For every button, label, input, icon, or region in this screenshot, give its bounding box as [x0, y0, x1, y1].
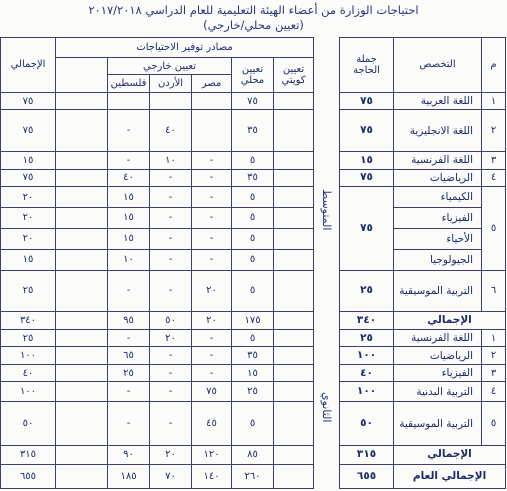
row-kuwaiti — [274, 152, 314, 170]
row-number: ٢ — [482, 347, 506, 365]
secondary-total-row — [1, 446, 506, 465]
blank-header — [56, 57, 108, 92]
row-kuwaiti — [274, 92, 314, 110]
row-egypt: - — [192, 152, 232, 170]
row-jordan: - — [150, 402, 192, 446]
row-egypt: - — [192, 228, 232, 249]
row-specialty: الرياضيات — [394, 169, 482, 187]
row-palestine: - — [108, 329, 150, 347]
row-local: ٥ — [232, 187, 274, 208]
row-local: ٣٥ — [232, 110, 274, 152]
row-jordan: - — [150, 187, 192, 208]
row-number: ١ — [482, 92, 506, 110]
grand-total-local: ٢٦٠ — [232, 464, 274, 488]
middle-total-label: الإجمالي — [394, 312, 506, 330]
row-palestine: ٤٠ — [108, 169, 150, 187]
row-kuwaiti — [274, 187, 314, 208]
row-local: ٢٥ — [232, 382, 274, 402]
row-jordan — [150, 92, 192, 110]
row-total: ١٠٠ — [1, 347, 56, 365]
secondary-total-label: الإجمالي — [394, 446, 506, 465]
row-palestine: - — [108, 270, 150, 312]
row-total: ٧٥ — [1, 110, 56, 152]
row-kuwaiti — [274, 169, 314, 187]
row-egypt: - — [192, 169, 232, 187]
row-local: ٧٥ — [232, 92, 274, 110]
table-row — [1, 208, 506, 229]
row-blank — [56, 110, 108, 152]
middle-total-egypt: ٢٠ — [192, 312, 232, 330]
row-blank — [56, 208, 108, 229]
row-total: ١٥ — [1, 249, 56, 270]
secondary-total-kuwaiti — [274, 446, 314, 465]
row-specialty: الفيزياء — [394, 364, 482, 382]
table-row — [1, 169, 506, 187]
row-blank — [56, 249, 108, 270]
secondary-total-total: ٣١٥ — [1, 446, 56, 465]
secondary-total-blank — [56, 446, 108, 465]
row-total: ٢٥ — [1, 270, 56, 312]
middle-total-jordan: ٥٠ — [150, 312, 192, 330]
row-number: ١ — [482, 329, 506, 347]
row-total: ٢٠ — [1, 187, 56, 208]
row-egypt: - — [192, 249, 232, 270]
row-jordan: - — [150, 249, 192, 270]
row-kuwaiti — [274, 270, 314, 312]
row-kuwaiti — [274, 364, 314, 382]
row-kuwaiti — [274, 228, 314, 249]
row-jordan: - — [150, 228, 192, 249]
secondary-total-local: ٨٥ — [232, 446, 274, 465]
row-jordan: - — [150, 347, 192, 365]
row-blank — [56, 187, 108, 208]
row-need: ١٥ — [340, 152, 394, 170]
row-number: ٣ — [482, 364, 506, 382]
row-palestine: ٢٥ — [108, 364, 150, 382]
row-number: ٢ — [482, 110, 506, 152]
row-need: ٧٥ — [340, 187, 394, 270]
row-need: ٥٠ — [340, 402, 394, 446]
row-jordan: ٢٠ — [150, 329, 192, 347]
row-blank — [56, 270, 108, 312]
row-need: ١٠٠ — [340, 382, 394, 402]
grand-total-kuwaiti — [274, 464, 314, 488]
row-number: ٥ — [482, 187, 506, 270]
table-row — [1, 228, 506, 249]
row-need: ٧٥ — [340, 110, 394, 152]
col-m-header: م — [482, 38, 506, 93]
row-number: ٤ — [482, 382, 506, 402]
row-specialty: اللغة الانجليزية — [394, 110, 482, 152]
secondary-total-egypt: ١٢٠ — [192, 446, 232, 465]
row-palestine: ٦٥ — [108, 347, 150, 365]
grand-total-palestine: ١٨٥ — [108, 464, 150, 488]
row-blank — [56, 402, 108, 446]
table-row — [1, 270, 506, 312]
row-number: ٥ — [482, 402, 506, 446]
row-specialty: التربية البدنية — [394, 382, 482, 402]
row-palestine: ١٠ — [108, 249, 150, 270]
row-blank — [56, 347, 108, 365]
table-row — [1, 329, 506, 347]
row-specialty: الأحياء — [394, 228, 482, 249]
row-specialty: الكيمياء — [394, 187, 482, 208]
header-row-1 — [1, 38, 506, 58]
row-kuwaiti — [274, 208, 314, 229]
middle-total-local: ١٧٥ — [232, 312, 274, 330]
row-specialty: الرياضيات — [394, 347, 482, 365]
row-local: ١٥ — [232, 364, 274, 382]
row-local: ٣٥ — [232, 169, 274, 187]
row-egypt: ٤٥ — [192, 402, 232, 446]
middle-total-kuwaiti — [274, 312, 314, 330]
row-jordan: ١٠ — [150, 152, 192, 170]
row-jordan: ٤٠ — [150, 110, 192, 152]
row-palestine: ١٥ — [108, 187, 150, 208]
row-kuwaiti — [274, 329, 314, 347]
title-line-1: احتياجات الوزارة من أعضاء الهيئة التعليمية للعام الدراسي ٢٠١٧/٢٠١٨ — [88, 3, 419, 17]
row-palestine: - — [108, 152, 150, 170]
sources-header: مصادر توفير الاحتياجات — [56, 38, 314, 58]
row-total: ٧٥ — [1, 92, 56, 110]
jordan-header: الأردن — [150, 75, 192, 93]
table-row — [1, 347, 506, 365]
row-blank — [56, 364, 108, 382]
table-row — [1, 402, 506, 446]
row-total: ٧٥ — [1, 169, 56, 187]
row-specialty: الجيولوجيا — [394, 249, 482, 270]
middle-total-need: ٣٤٠ — [340, 312, 394, 330]
table-row — [1, 152, 506, 170]
stage-spacer — [314, 38, 340, 93]
row-palestine: - — [108, 402, 150, 446]
grand-total-jordan: ٧٠ — [150, 464, 192, 488]
middle-total-row — [1, 312, 506, 330]
title-line-2: (تعيين محلي/خارجي) — [203, 18, 304, 32]
row-blank — [56, 329, 108, 347]
row-palestine: ١٥ — [108, 228, 150, 249]
egypt-header: مصر — [192, 75, 232, 93]
col-total-header: الإجمالي — [1, 38, 56, 93]
table-row — [1, 187, 506, 208]
row-blank — [56, 382, 108, 402]
row-kuwaiti — [274, 347, 314, 365]
row-palestine: - — [108, 382, 150, 402]
table-row — [1, 249, 506, 270]
row-egypt: - — [192, 208, 232, 229]
row-local: ٥ — [232, 402, 274, 446]
row-jordan: - — [150, 382, 192, 402]
row-egypt: - — [192, 364, 232, 382]
row-specialty: اللغة الفرنسية — [394, 152, 482, 170]
stage-middle: المتوسط — [314, 92, 340, 329]
secondary-total-need: ٣١٥ — [340, 446, 394, 465]
middle-total-blank — [56, 312, 108, 330]
row-egypt — [192, 92, 232, 110]
row-kuwaiti — [274, 249, 314, 270]
row-kuwaiti — [274, 110, 314, 152]
row-local: ٥ — [232, 270, 274, 312]
row-palestine: ١٥ — [108, 208, 150, 229]
grand-total-label: الإجمالي العام — [394, 464, 506, 488]
table-row — [1, 92, 506, 110]
row-local: ٥ — [232, 152, 274, 170]
palestine-header: فلسطين — [108, 75, 150, 93]
row-specialty: اللغة العربية — [394, 92, 482, 110]
secondary-total-jordan: ٢٠ — [150, 446, 192, 465]
row-need: ٧٥ — [340, 169, 394, 187]
kuwaiti-header: تعيين كويتي — [274, 57, 314, 92]
row-local: ٣٥ — [232, 347, 274, 365]
row-total: ٥٠ — [1, 402, 56, 446]
row-total: ٢٥ — [1, 329, 56, 347]
col-spec-header: التخصص — [394, 38, 482, 93]
middle-total-total: ٣٤٠ — [1, 312, 56, 330]
row-total: ٤٠ — [1, 364, 56, 382]
row-jordan: - — [150, 364, 192, 382]
row-jordan: - — [150, 208, 192, 229]
row-specialty: الفيزياء — [394, 208, 482, 229]
local-header: تعيين محلي — [232, 57, 274, 92]
row-egypt: - — [192, 329, 232, 347]
row-palestine: - — [108, 110, 150, 152]
needs-table — [0, 37, 506, 489]
row-blank — [56, 228, 108, 249]
grand-total-egypt: ١٤٠ — [192, 464, 232, 488]
row-egypt: ٢٠ — [192, 270, 232, 312]
row-number: ٣ — [482, 152, 506, 170]
row-number: ٦ — [482, 270, 506, 312]
stage-secondary: الثانوي — [314, 329, 340, 488]
row-egypt: - — [192, 187, 232, 208]
table-row — [1, 382, 506, 402]
row-blank — [56, 152, 108, 170]
row-specialty: التربية الموسيقية — [394, 270, 482, 312]
row-blank — [56, 92, 108, 110]
row-total: ٢٠ — [1, 208, 56, 229]
row-specialty: اللغة الفرنسية — [394, 329, 482, 347]
row-egypt — [192, 110, 232, 152]
row-specialty: التربية الموسيقية — [394, 402, 482, 446]
row-jordan: - — [150, 169, 192, 187]
external-header: تعيين خارجي — [108, 57, 232, 75]
row-number: ٤ — [482, 169, 506, 187]
row-palestine — [108, 92, 150, 110]
row-egypt: - — [192, 347, 232, 365]
row-need: ٢٥ — [340, 270, 394, 312]
row-egypt: ٧٥ — [192, 382, 232, 402]
row-total: ١٠٠ — [1, 382, 56, 402]
row-local: ٥ — [232, 208, 274, 229]
row-need: ٤٠ — [340, 364, 394, 382]
row-local: ٥ — [232, 249, 274, 270]
middle-total-palestine: ٩٥ — [108, 312, 150, 330]
col-need-header: جملة الحاجة — [340, 38, 394, 93]
row-total: ٢٠ — [1, 228, 56, 249]
document-title — [0, 3, 507, 33]
grand-total-total: ٦٥٥ — [1, 464, 56, 488]
row-need: ٢٥ — [340, 329, 394, 347]
row-need: ٧٥ — [340, 92, 394, 110]
row-local: ٥ — [232, 329, 274, 347]
row-need: ١٠٠ — [340, 347, 394, 365]
row-local: ٥ — [232, 228, 274, 249]
table-row — [1, 364, 506, 382]
table-row — [1, 110, 506, 152]
row-kuwaiti — [274, 402, 314, 446]
grand-total-row — [1, 464, 506, 488]
row-jordan: - — [150, 270, 192, 312]
row-blank — [56, 169, 108, 187]
row-total: ١٥ — [1, 152, 56, 170]
grand-total-blank — [56, 464, 108, 488]
secondary-total-palestine: ٩٠ — [108, 446, 150, 465]
grand-total-need: ٦٥٥ — [340, 464, 394, 488]
row-kuwaiti — [274, 382, 314, 402]
